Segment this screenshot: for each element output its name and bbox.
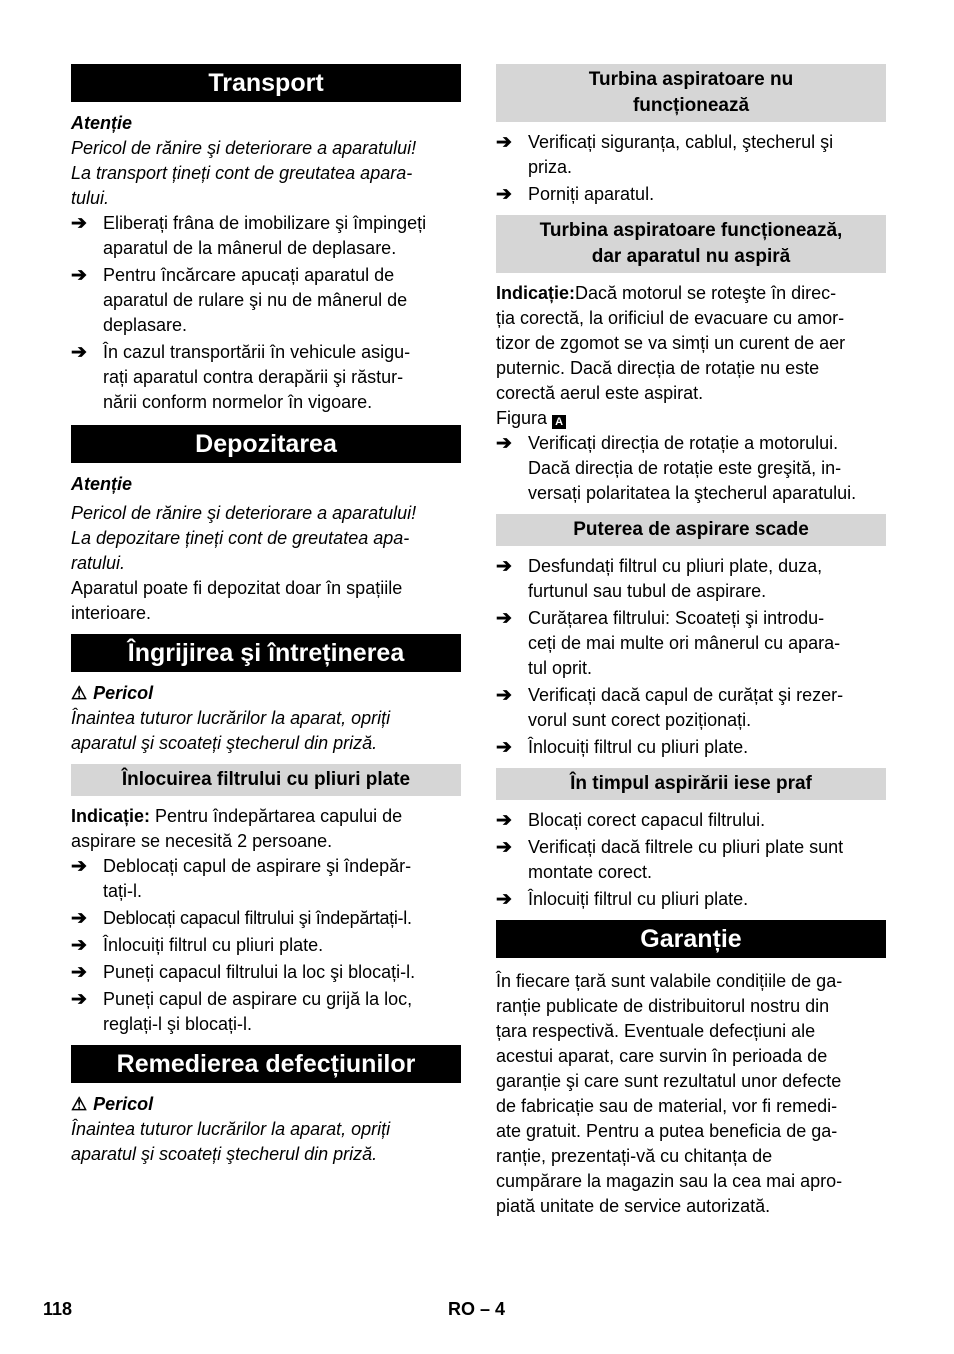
storage-note: Aparatul poate fi depozitat doar în spațiile	[71, 578, 403, 598]
danger-label: ⚠ Pericol	[71, 1092, 461, 1117]
list-item: ➔ În cazul transportării în vehicule asigu- rați aparatul contra derapării şi răstur- nării conform normelor în vigoare.	[71, 342, 411, 412]
list-item: ➔ Deblocați capul de aspirare şi îndepăr- tați-l.	[71, 856, 412, 901]
arrow-icon: ➔	[71, 213, 87, 234]
figure-reference: Figura A	[496, 406, 886, 431]
turbine-note: ția corectă, la orificiul de evacuare cu amor-	[496, 308, 845, 328]
list-item: ➔ Verificați dacă capul de curățat şi rezer- vorul sunt corect poziționați.	[496, 685, 844, 730]
section-page-label: RO – 4	[448, 1299, 506, 1319]
caution-line: ratului.	[71, 553, 126, 573]
turbine-no-suction-steps	[496, 431, 886, 506]
right-column	[496, 64, 886, 1219]
arrow-icon: ➔	[496, 837, 512, 858]
subheading-turbine-no-suction: Turbina aspiratoare funcționează, dar aparatul nu aspiră	[496, 215, 886, 273]
arrow-icon: ➔	[71, 856, 87, 877]
list-item: ➔ Eliberați frâna de imobilizare şi împingeți aparatul de la mânerul de deplasare.	[71, 213, 427, 258]
warranty-line: acestui aparat, care survin în perioada de	[496, 1046, 828, 1066]
list-item: ➔ Desfundați filtrul cu pliuri plate, duza, furtunul sau tubul de aspirare.	[496, 556, 823, 601]
arrow-icon: ➔	[496, 608, 512, 629]
list-item: ➔ Blocați corect capacul filtrului.	[496, 810, 766, 831]
storage-note: interioare.	[71, 603, 152, 623]
transport-steps	[71, 211, 461, 415]
subheading-filter-replacement: Înlocuirea filtrului cu pliuri plate	[71, 764, 461, 796]
warning-triangle-icon: ⚠	[71, 1094, 88, 1114]
arrow-icon: ➔	[496, 132, 512, 153]
list-item: ➔ Înlocuiți filtrul cu pliuri plate.	[496, 737, 749, 758]
arrow-icon: ➔	[71, 989, 87, 1010]
arrow-icon: ➔	[71, 908, 87, 929]
section-heading-warranty: Garanție	[496, 920, 886, 958]
arrow-icon: ➔	[71, 265, 87, 286]
turbine-note: puternic. Dacă direcția de rotație nu este	[496, 358, 820, 378]
caution-label: Atenție	[71, 113, 133, 133]
arrow-icon: ➔	[496, 889, 512, 910]
section-heading-care: Îngrijirea şi întreținerea	[71, 634, 461, 672]
caution-line: La depozitare țineți cont de greutatea apa-	[71, 528, 410, 548]
list-item: ➔ Pentru încărcare apucați aparatul de aparatul de rulare şi nu de mânerul de deplasare.	[71, 265, 408, 335]
arrow-icon: ➔	[496, 433, 512, 454]
section-heading-troubleshooting: Remedierea defecțiunilor	[71, 1045, 461, 1083]
subheading-suction-drops: Puterea de aspirare scade	[496, 514, 886, 546]
turbine-note: corectă aerul este aspirat.	[496, 383, 704, 403]
section-heading-transport: Transport	[71, 64, 461, 102]
caution-line: Pericol de rănire şi deteriorare a aparatului!	[71, 138, 417, 158]
filter-note: Indicație: Pentru îndepărtarea capului de	[71, 806, 403, 826]
warranty-line: În fiecare țară sunt valabile condițiile de ga-	[496, 971, 843, 991]
turbine-note: tizor de zgomot se va simți un curent de aer	[496, 333, 846, 353]
warranty-line: ate gratuit. Pentru a putea beneficia de ga-	[496, 1121, 838, 1141]
filter-steps	[71, 854, 461, 1037]
list-item: ➔ Curățarea filtrului: Scoateți şi introdu- ceți de mai multe ori mânerul cu apara- tul oprit.	[496, 608, 841, 678]
warranty-line: piată unitate de service autorizată.	[496, 1196, 771, 1216]
arrow-icon: ➔	[496, 810, 512, 831]
danger-line: Înaintea tuturor lucrărilor la aparat, opriți	[71, 1119, 391, 1139]
list-item: ➔ Înlocuiți filtrul cu pliuri plate.	[71, 935, 324, 956]
caution-line: Pericol de rănire şi deteriorare a aparatului!	[71, 503, 417, 523]
arrow-icon: ➔	[496, 556, 512, 577]
left-column	[71, 64, 461, 1167]
warranty-line: ranție publicate de distribuitorul nostru din	[496, 996, 830, 1016]
list-item: ➔ Puneți capacul filtrului la loc şi blocați-l.	[71, 962, 416, 983]
filter-note: aspirare se necesită 2 persoane.	[71, 831, 333, 851]
list-item: ➔ Deblocați capacul filtrului şi îndepărtați-l.	[71, 908, 412, 929]
arrow-icon: ➔	[496, 184, 512, 205]
dust-out-steps	[496, 808, 886, 912]
arrow-icon: ➔	[71, 342, 87, 363]
warning-triangle-icon: ⚠	[71, 683, 88, 703]
page-number: 118	[43, 1299, 73, 1319]
list-item: ➔ Porniți aparatul.	[496, 184, 655, 205]
danger-line: aparatul şi scoateți ştecherul din priză.	[71, 733, 378, 753]
list-item: ➔ Puneți capul de aspirare cu grijă la loc, reglați-l şi blocați-l.	[71, 989, 413, 1034]
warranty-line: țara respectivă. Eventuale defecțiuni ale	[496, 1021, 816, 1041]
arrow-icon: ➔	[496, 685, 512, 706]
suction-drops-steps	[496, 554, 886, 760]
section-heading-storage: Depozitarea	[71, 425, 461, 463]
list-item: ➔ Verificați direcția de rotație a motorului. Dacă direcția de rotație este greşită, in- versați polaritatea la ştecherul aparatului.	[496, 433, 857, 503]
figure-a-icon: A	[552, 415, 566, 429]
warranty-line: garanție şi care sunt rezultatul unor defecte	[496, 1071, 842, 1091]
arrow-icon: ➔	[71, 962, 87, 983]
list-item: ➔ Înlocuiți filtrul cu pliuri plate.	[496, 889, 749, 910]
caution-label: Atenție	[71, 474, 133, 494]
danger-line: Înaintea tuturor lucrărilor la aparat, opriți	[71, 708, 391, 728]
subheading-turbine-off: Turbina aspiratoare nu funcționează	[496, 64, 886, 122]
warranty-line: de fabricație sau de material, vor fi remedi-	[496, 1096, 838, 1116]
list-item: ➔ Verificați siguranța, cablul, ştecherul şi priza.	[496, 132, 834, 177]
list-item: ➔ Verificați dacă filtrele cu pliuri plate sunt montate corect.	[496, 837, 844, 882]
warranty-line: cumpărare la magazin sau la cea mai apro-	[496, 1171, 843, 1191]
warranty-line: ranție, prezentați-vă cu chitanța de	[496, 1146, 773, 1166]
caution-line: tului.	[71, 188, 110, 208]
caution-line: La transport țineți cont de greutatea apara-	[71, 163, 413, 183]
turbine-off-steps	[496, 130, 886, 207]
danger-label: ⚠ Pericol	[71, 681, 461, 706]
arrow-icon: ➔	[71, 935, 87, 956]
arrow-icon: ➔	[496, 737, 512, 758]
danger-line: aparatul şi scoateți ştecherul din priză.	[71, 1144, 378, 1164]
turbine-note: Indicație:Dacă motorul se roteşte în direc-	[496, 283, 837, 303]
subheading-dust-out: În timpul aspirării iese praf	[496, 768, 886, 800]
